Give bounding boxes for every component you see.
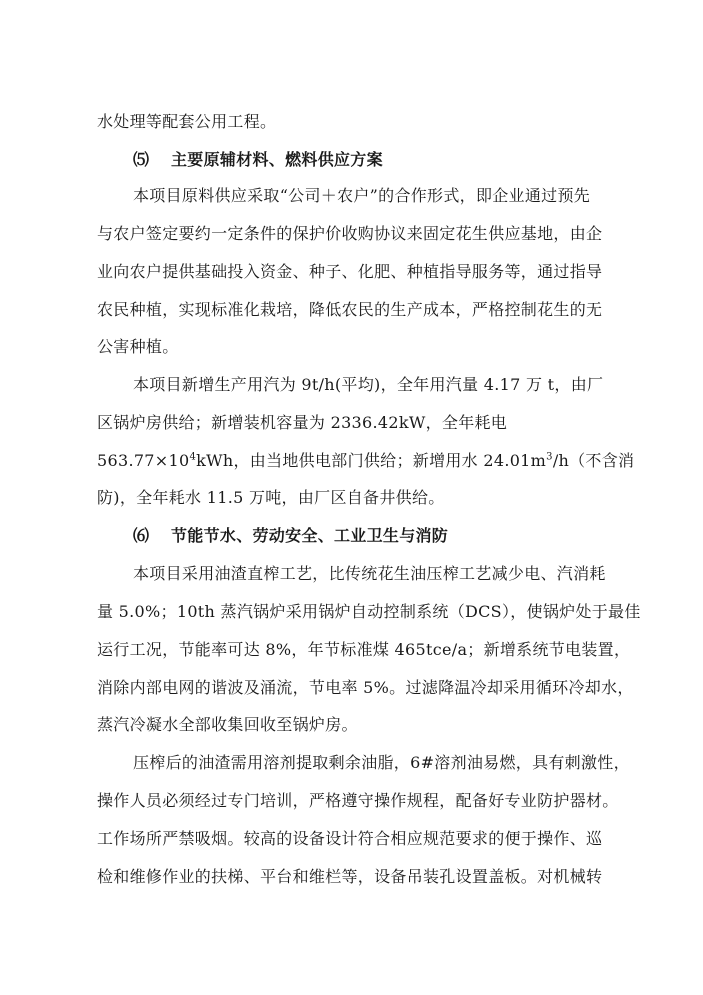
paragraph-line: 与农户签定要约一定条件的保护价收购协议来固定花生供应基地，由企	[97, 224, 603, 243]
paragraph-line: 蒸汽冷凝水全部收集回收至锅炉房。	[97, 715, 358, 734]
section-heading-6	[133, 525, 448, 547]
paragraph-line: 量 5.0%；10th 蒸汽锅炉采用锅炉自动控制系统（DCS），使锅炉处于最佳	[97, 602, 641, 621]
section-title: 节能节水、劳动安全、工业卫生与消防	[171, 526, 449, 545]
section-number: ⑸	[133, 150, 150, 169]
superscript: 4	[189, 451, 197, 463]
paragraph-line: 防)，全年耗水 11.5 万吨，由厂区自备井供给。	[97, 488, 445, 507]
paragraph-line: 压榨后的油渣需用溶剂提取剩余油脂，6#溶剂油易燃，具有刺激性，	[133, 753, 630, 772]
paragraph-line: 本项目新增生产用汽为 9t/h(平均)，全年用汽量 4.17 万 t，由厂	[133, 375, 604, 394]
paragraph-line: 区锅炉房供给；新增装机容量为 2336.42kW，全年耗电	[97, 413, 508, 432]
paragraph-line: 检和维修作业的扶梯、平台和维栏等，设备吊装孔设置盖板。对机械转	[97, 867, 603, 886]
section-heading-5	[133, 149, 383, 171]
paragraph-line: 消除内部电网的谐波及涌流，节电率 5%。过滤降温冷却采用循环冷却水，	[97, 678, 634, 697]
paragraph-line: 公害种植。	[97, 337, 179, 356]
paragraph-line: 本项目采用油渣直榨工艺，比传统花生油压榨工艺减少电、汽消耗	[133, 564, 606, 583]
paragraph-line: 水处理等配套公用工程。	[97, 112, 277, 131]
text-segment: /h（不含消	[552, 451, 635, 470]
text-segment: 563.77×10	[97, 451, 190, 470]
section-title: 主要原辅材料、燃料供应方案	[171, 150, 383, 169]
text-segment: kWh，由当地供电部门供给；新增用水 24.01m	[196, 451, 547, 470]
paragraph-line: 运行工况，节能率可达 8%，年节标准煤 465tce/a；新增系统节电装置，	[97, 640, 631, 659]
paragraph-line: 工作场所严禁吸烟。较高的设备设计符合相应规范要求的便于操作、巡	[97, 829, 603, 848]
superscript: 3	[546, 451, 553, 463]
paragraph-line	[97, 450, 634, 472]
paragraph-line: 本项目原料供应采取“公司＋农户”的合作形式，即企业通过预先	[133, 186, 591, 205]
section-number: ⑹	[133, 526, 150, 545]
paragraph-line: 农民种植，实现标准化栽培，降低农民的生产成本，严格控制花生的无	[97, 300, 603, 319]
paragraph-line: 操作人员必须经过专门培训，严格遵守操作规程，配备好专业防护器材。	[97, 791, 619, 810]
paragraph-line: 业向农户提供基础投入资金、种子、化肥、种植指导服务等，通过指导	[97, 262, 603, 281]
